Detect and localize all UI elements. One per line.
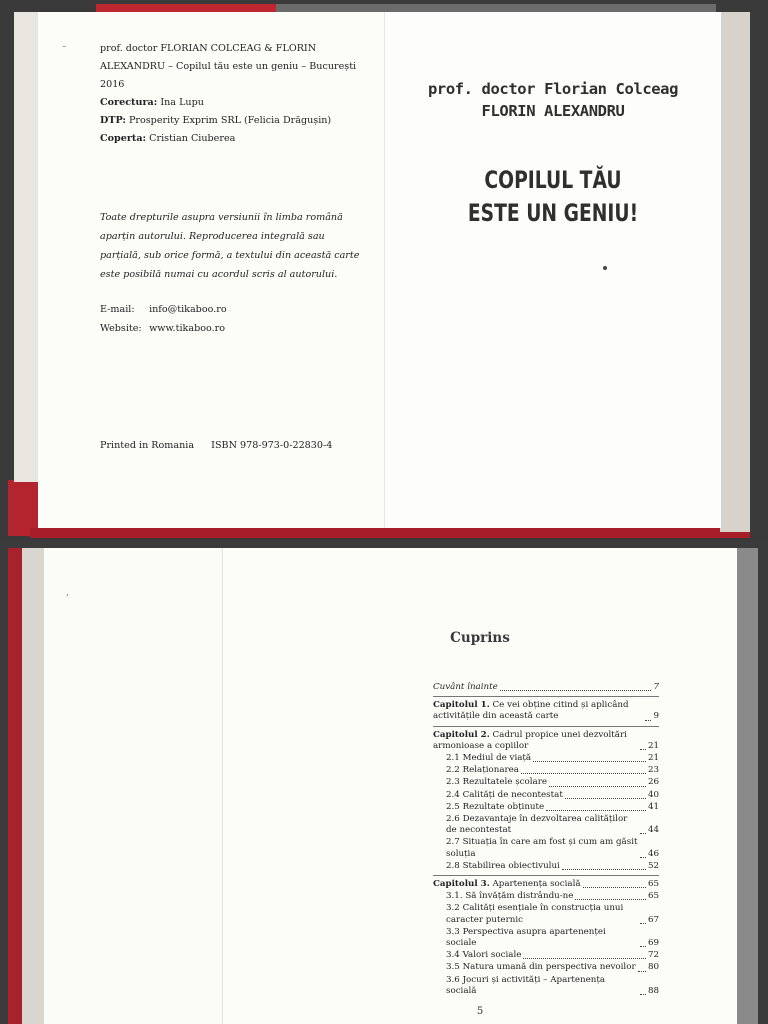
- dtp-label: DTP:: [100, 115, 126, 126]
- toc-section-entry: [433, 962, 659, 973]
- toc-entry-text: [446, 950, 521, 961]
- toc-entry-page: 52: [647, 860, 659, 871]
- cover-edge-grey-top: [276, 4, 716, 12]
- dtp-line: [100, 112, 370, 130]
- toc-entry-text: [446, 927, 638, 949]
- toc-leader-dots: [583, 887, 646, 888]
- toc-section-entry: [433, 777, 659, 788]
- toc-entry-text: [446, 975, 638, 997]
- toc-entry-text: [433, 879, 581, 890]
- toc-entry-title: 2.8 Stabilirea obiectivului: [446, 860, 560, 871]
- toc-entry-title: 2.3 Rezultatele școlare: [446, 777, 548, 788]
- toc-entry-text: [446, 765, 519, 776]
- toc-entry-text: [433, 730, 638, 752]
- toc-chapter-entry: [433, 875, 659, 890]
- toc-list: [433, 682, 659, 998]
- toc-leader-dots: [640, 923, 646, 924]
- toc-chapter-label: Capitolul 1.: [433, 700, 490, 711]
- toc-entry-page: 80: [647, 962, 659, 973]
- title-line-2: ESTE UN GENIU!: [467, 199, 639, 227]
- toc-entry-page: 26: [647, 777, 659, 788]
- toc-leader-dots: [638, 971, 646, 972]
- toc-leader-dots: [565, 798, 646, 799]
- toc-entry-page: 23: [647, 765, 659, 776]
- toc-entry-text: [446, 903, 638, 925]
- cover-value: Cristian Ciuberea: [149, 133, 236, 144]
- toc-section-entry: [433, 837, 659, 859]
- credit-line: prof. doctor FLORIAN COLCEAG & FLORIN ALEXANDRU – Copilul tău este un geniu – București 2016: [100, 43, 357, 90]
- toc-entry-title: 2.7 Situația în care am fost și cum am găsit soluția: [446, 837, 638, 859]
- toc-section-entry: [433, 814, 659, 836]
- toc-leader-dots: [523, 958, 646, 959]
- toc-entry-page: 72: [647, 950, 659, 961]
- toc-section-entry: [433, 903, 659, 925]
- scan-dot: [603, 266, 607, 270]
- toc-section-entry: [433, 927, 659, 949]
- toc-entry-title: 2.4 Calități de necontestat: [446, 789, 563, 800]
- title-line-1: COPILUL TĂU: [484, 166, 622, 194]
- toc-chapter-entry: [433, 726, 659, 752]
- toc-leader-dots: [549, 786, 646, 787]
- toc-entry-text: [446, 777, 547, 788]
- toc-entry-title: 3.6 Jocuri și activități – Apartenența socială: [446, 974, 606, 996]
- toc-leader-dots: [546, 810, 646, 811]
- toc-section-entry: [433, 790, 659, 801]
- toc-entry-text: [446, 802, 544, 813]
- cover-edge-right: [720, 12, 750, 532]
- cover-edge-red-top: [96, 4, 276, 12]
- toc-leader-dots: [562, 869, 646, 870]
- toc-leader-dots: [500, 690, 652, 691]
- toc-entry-text: [446, 790, 563, 801]
- toc-entry-title: 3.4 Valori sociale: [446, 950, 522, 961]
- toc-entry-page: 65: [647, 879, 659, 890]
- toc-entry-text: [433, 682, 498, 693]
- toc-chapter-entry: [433, 696, 659, 722]
- toc-leader-dots: [640, 833, 646, 834]
- toc-entry-text: [446, 837, 638, 859]
- toc-entry-title: 3.2 Calități esențiale în construcția unui caracter puternic: [446, 903, 624, 925]
- cover-edge-left: [14, 12, 38, 482]
- toc-leader-dots: [575, 899, 646, 900]
- toc-entry-page: 40: [647, 789, 659, 800]
- toc-section-entry: [433, 861, 659, 872]
- toc-section-entry: [433, 802, 659, 813]
- toc-leader-dots: [533, 761, 646, 762]
- toc-entry-page: 65: [647, 891, 659, 902]
- toc-entry-title: Ce vei obține citind și aplicând activitățile din această carte: [433, 700, 629, 722]
- email-label: E-mail:: [100, 304, 135, 315]
- cover-line: [100, 130, 370, 148]
- cover-edge-red-left-bottom: [8, 548, 22, 1024]
- toc-section-entry: [433, 975, 659, 997]
- toc-leader-dots: [640, 749, 646, 750]
- blank-page: [44, 548, 222, 1024]
- website-value: www.tikaboo.ro: [149, 323, 226, 334]
- table-of-contents-page: [222, 548, 737, 1024]
- toc-entry-title: 3.3 Perspectiva asupra apartenenței sociale: [446, 926, 606, 949]
- author-1: prof. doctor Florian Colceag: [427, 80, 679, 98]
- toc-chapter-label: Capitolul 2.: [433, 729, 490, 740]
- toc-section-entry: [433, 765, 659, 776]
- toc-entry-text: [446, 861, 560, 872]
- bottom-spread: [0, 542, 768, 1024]
- toc-entry-text: [446, 753, 531, 764]
- toc-entry-page: 46: [647, 848, 659, 859]
- cover-edge-right-bottom: [736, 548, 758, 1024]
- isbn: ISBN 978-973-0-22830-4: [211, 440, 333, 451]
- toc-entry-page: 21: [647, 740, 659, 751]
- title-page: [384, 12, 721, 528]
- toc-leader-dots: [640, 857, 646, 858]
- copyright-page: [38, 12, 384, 528]
- toc-leader-dots: [521, 773, 646, 774]
- toc-entry-text: [446, 891, 573, 902]
- toc-section-entry: [433, 753, 659, 764]
- toc-entry-title: 3.1. Să învățăm distrându-ne: [446, 891, 574, 902]
- toc-entry-title: 2.2 Relaționarea: [446, 765, 519, 776]
- toc-entry-text: [446, 962, 636, 973]
- dtp-value: Prosperity Exprim SRL (Felicia Drăgușin): [128, 115, 332, 126]
- toc-entry-page: 7: [653, 682, 659, 692]
- authors: [385, 78, 721, 122]
- toc-chapter-label: Capitolul 3.: [433, 879, 490, 890]
- email-line: [100, 300, 360, 319]
- proofreading-line: [100, 94, 370, 112]
- toc-entry-title: 3.5 Natura umană din perspectiva nevoilor: [446, 962, 636, 973]
- toc-entry-page: 69: [647, 938, 659, 949]
- toc-entry-title: Cadrul propice unei dezvoltări armonioase a copiilor: [433, 729, 627, 751]
- cover-edge-left-inner: [22, 548, 44, 1024]
- page-number: 5: [476, 1006, 484, 1017]
- email-value: info@tikaboo.ro: [149, 304, 227, 315]
- credits-block: [100, 40, 370, 148]
- toc-entry-page: 88: [647, 985, 659, 996]
- toc-section-entry: [433, 891, 659, 902]
- scan-mark: ‚: [66, 588, 69, 598]
- book-title: [422, 164, 684, 230]
- toc-entry-page: 9: [653, 711, 659, 722]
- toc-intro-entry: [433, 682, 659, 693]
- rights-notice: Toate drepturile asupra versiunii în limba română aparțin autorului. Reproducerea integrală sau parțială, sub orice formă, a textului din această carte este posibilă numai cu acordul scris al autorului.: [100, 212, 360, 280]
- toc-entry-title: Cuvânt înainte: [433, 682, 498, 692]
- cover-label: Coperta:: [100, 133, 147, 144]
- toc-entry-page: 44: [647, 825, 659, 836]
- website-line: [100, 319, 360, 338]
- website-label: Website:: [100, 323, 142, 334]
- cover-edge-red-bottom: [30, 528, 750, 538]
- printed-in: Printed in Romania: [100, 440, 195, 451]
- toc-leader-dots: [640, 946, 646, 947]
- proofreading-value: Ina Lupu: [160, 97, 204, 108]
- toc-entry-title: Apartenența socială: [492, 879, 581, 890]
- contact-block: [100, 300, 360, 338]
- toc-heading: Cuprins: [450, 630, 510, 646]
- toc-entry-title: 2.6 Dezavantaje în dezvoltarea calităților de necontestat: [446, 814, 628, 836]
- printed-line: [100, 440, 346, 451]
- toc-entry-title: 2.1 Mediul de viață: [446, 753, 532, 764]
- toc-leader-dots: [640, 994, 646, 995]
- toc-entry-page: 21: [647, 753, 659, 764]
- toc-entry-title: 2.5 Rezultate obținute: [446, 801, 545, 812]
- toc-entry-page: 67: [647, 914, 659, 925]
- author-2: FLORIN ALEXANDRU: [481, 102, 625, 120]
- toc-section-entry: [433, 950, 659, 961]
- toc-leader-dots: [645, 720, 651, 721]
- toc-entry-page: 41: [647, 801, 659, 812]
- proofreading-label: Corectura:: [100, 97, 158, 108]
- toc-entry-text: [433, 700, 643, 722]
- scan-mark: –: [62, 42, 67, 52]
- toc-entry-text: [446, 814, 638, 836]
